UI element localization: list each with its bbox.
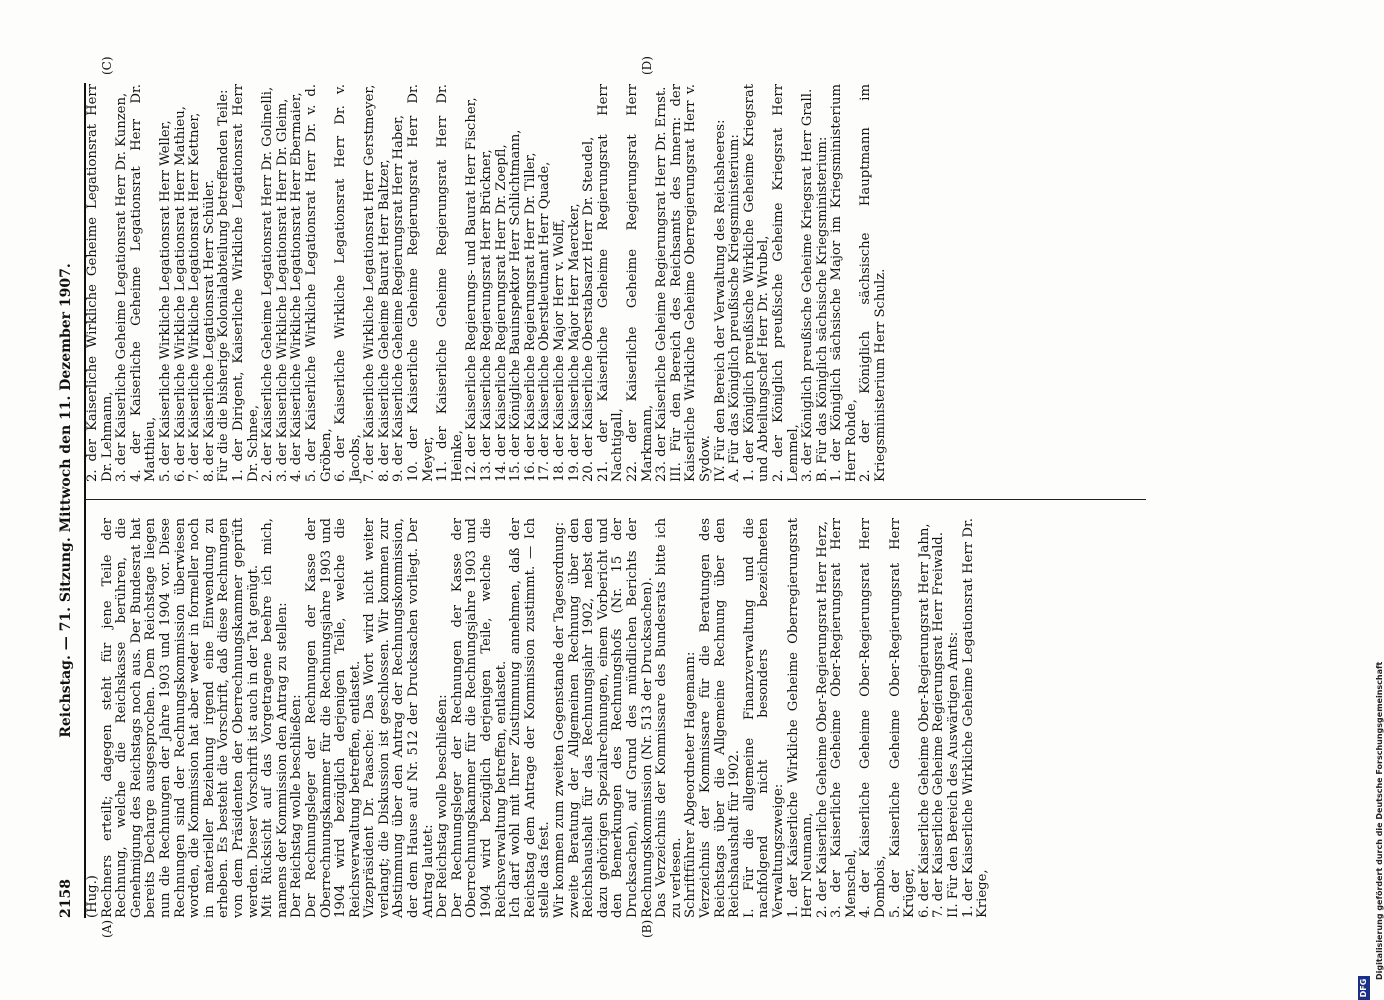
left-column-paragraph: Der Reichstag wolle beschließen:	[289, 694, 305, 918]
right-column-paragraph: 2. der Kaiserliche Geheime Legationsrat Herr Dr. Golinelli,	[260, 86, 276, 482]
margin-marker-c: (C)	[100, 56, 114, 75]
left-column-paragraph: Ich darf wohl mit Ihrer Zustimmung annehmen, daß der Reichstag dem Antrage der Kommission zustimmt. — Ich stelle das fest.	[508, 518, 553, 918]
right-column-paragraph: 20. der Kaiserliche Oberstabsarzt Herr Dr. Steudel,	[581, 136, 597, 482]
right-column-paragraph: 8. der Kaiserliche Geheime Baurat Herr Baltzer,	[376, 159, 392, 482]
right-column-paragraph: 8. der Kaiserliche Legationsrat Herr Schüler.	[201, 179, 217, 482]
right-column	[86, 84, 889, 482]
left-column-paragraph: Verzeichnis der Kommissare für die Beratungen des Reichstags über die Allgemeine Rechnung über den Reichshaushalt für 1902.	[697, 518, 743, 918]
right-column-paragraph: 3. der Kaiserliche Wirkliche Legationsrat Herr Dr. Gleim,	[274, 98, 290, 482]
dfg-logo: DFG	[1358, 976, 1370, 1000]
left-column-paragraph: Wir kommen zum zweiten Gegenstande der Tagesordnung:	[552, 521, 567, 918]
left-column-paragraph: 5. der Kaiserliche Geheime Ober-Regierungsrat Herr Krüger,	[887, 518, 918, 918]
margin-marker-a: (A)	[100, 919, 114, 938]
margin-marker-b: (B)	[640, 919, 654, 938]
left-column-paragraph: (Hug.)	[85, 875, 100, 918]
right-column-paragraph: 2. der Königlich preußische Geheime Kriegsrat Herr Lemmel,	[770, 84, 801, 482]
right-column-paragraph: 18. der Kaiserliche Major Herr v. Wolff,	[552, 218, 567, 482]
right-column-paragraph: 3. der Kaiserliche Geheime Legationsrat Herr Dr. Kunzen,	[114, 92, 130, 482]
digitization-note: Digitalisierung gefördert durch die Deutsche Forschungsgemeinschaft	[1375, 661, 1384, 980]
left-column-paragraph: Rechners erteilt; dagegen steht für jene Teile der Rechnung, welche die Reichskasse berühren, die Genehmigung des Reichstags noch aus. Der Bundesrat hat bereits Decharge ausgesprochen. Dem Reichstage liegen nun die Rechnungen der Jahre 1903 und 1904 vor. Diese Rechnungen sind der Rechnungskommission überwiesen worden, die Kommission hat aber weder in formeller noch in materieller Beziehung irgend eine Einwendung zu erheben. Es besteht die Vorschrift, daß diese Rechnungen von dem Präsidenten der Oberrechnungskammer geprüft werden. Dieser Vorschrift ist auch in der Tat genügt.	[99, 518, 261, 918]
right-column-paragraph: 11. der Kaiserliche Geheime Regierungsrat Herr Dr. Heinke,	[435, 84, 465, 482]
right-column-paragraph: 5. der Kaiserliche Wirkliche Legationsrat Herr Weller,	[157, 120, 173, 482]
right-column-paragraph: 10. der Kaiserliche Geheime Regierungsrat Herr Dr. Meyer,	[406, 84, 436, 482]
column-divider	[86, 499, 1146, 500]
right-column-paragraph: 19. der Kaiserliche Major Herr Maercker,	[566, 203, 582, 482]
right-column-paragraph: 12. der Kaiserliche Regierungs- und Baurat Herr Fischer,	[464, 97, 480, 482]
right-column-paragraph: 7. der Kaiserliche Wirkliche Legationsrat Herr Kettner,	[187, 112, 203, 482]
right-column-paragraph: 21. der Kaiserliche Geheime Regierungsrat Herr Nachtigall,	[595, 84, 626, 482]
right-column-paragraph: A. Für das Königlich preußische Kriegsministerium:	[727, 134, 743, 482]
left-column-paragraph: zweite Beratung der Allgemeinen Rechnung über den Reichshaushalt für das Rechnungsjahr 1902, nebst den dazu gehörigen Spezialrechnungen, einem Vorbericht und den Bemerkungen des Rechnungshofs (Nr. 15 der Drucksachen), auf Grund des mündlichen Berichts der Rechnungskommission (Nr. 513 der Drucksachen).	[566, 518, 655, 918]
left-column-paragraph: 1. der Kaiserliche Wirkliche Geheime Legationsrat Herr Dr. Kriege,	[960, 518, 991, 918]
right-column-paragraph: 23. der Kaiserliche Geheime Regierungsrat Herr Dr. Ernst.	[654, 86, 670, 482]
right-column-paragraph: 22. der Kaiserliche Geheime Regierungsrat Herr Markmann,	[624, 84, 655, 482]
right-column-paragraph: 2. der Kaiserliche Wirkliche Geheime Legationsrat Herr Dr. Lehmann,	[85, 84, 115, 482]
left-column-paragraph: Der Rechnungsleger der Rechnungen der Kasse der Oberrechnungskammer für die Rechnungsjahre 1903 und 1904 wird bezüglich derjenigen Teile, welche die Reichsverwaltung betreffen, entlastet.	[449, 518, 509, 918]
left-column-paragraph: II. Für den Bereich des Auswärtigen Amts:	[946, 631, 962, 918]
left-column-paragraph: Vizepräsident Dr. Paasche: Das Wort wird nicht weiter verlangt; die Diskussion ist geschlossen. Wir kommen zur Abstimmung über den Antrag der Rechnungskommission, der dem Hause auf Nr. 512 der Drucksachen vorliegt. Der Antrag lautet:	[362, 518, 436, 918]
page-header	[58, 83, 80, 918]
right-column-paragraph: 5. der Kaiserliche Wirkliche Legationsrat Herr Dr. v. d. Gröben,	[303, 84, 334, 482]
page-running-title: Reichstag. — 71. Sitzung. Mittwoch den 11. Dezember 1907.	[58, 263, 74, 738]
left-column-paragraph: Das Verzeichnis der Kommissare des Bundesrats bitte ich zu verlesen.	[654, 518, 684, 918]
left-column-paragraph: Der Reichstag wolle beschließen:	[435, 694, 451, 918]
right-column-paragraph: Für die die bisherige Kolonialabteilung betreffenden Teile:	[216, 89, 232, 482]
left-column-paragraph: Der Rechnungsleger der Rechnungen der Kasse der Oberrechnungskammer für die Rechnungsjahre 1903 und 1904 wird bezüglich derjenigen Teile, welche die Reichsverwaltung betreffen, entlastet.	[303, 518, 363, 918]
right-column-paragraph: 15. der Königliche Bauinspektor Herr Schlichtmann,	[508, 129, 524, 482]
left-column-paragraph: I. Für die allgemeine Finanzverwaltung und die nachfolgend nicht besonders bezeichneten Verwaltungszweige:	[741, 518, 786, 918]
left-column-paragraph: 6. der Kaiserliche Geheime Ober-Regierungsrat Herr Jahn,	[916, 523, 932, 918]
left-column-paragraph: 4. der Kaiserliche Geheime Ober-Regierungsrat Herr Dombois,	[858, 518, 889, 918]
right-column-paragraph: 4. der Kaiserliche Geheime Legationsrat Herr Dr. Matthieu,	[128, 84, 159, 482]
right-column-paragraph: 1. der Dirigent, Kaiserliche Wirkliche Legationsrat Herr Dr. Schnee,	[230, 84, 261, 482]
right-column-paragraph: 13. der Kaiserliche Regierungsrat Herr Brückner,	[479, 149, 495, 482]
left-column-paragraph: 3. der Kaiserliche Geheime Ober-Regierungsrat Herr Menschel,	[829, 518, 859, 918]
right-column-paragraph: 7. der Kaiserliche Wirkliche Legationsrat Herr Gerstmeyer,	[362, 84, 378, 482]
left-column	[86, 518, 991, 918]
right-column-paragraph: 17. der Kaiserliche Oberstleutnant Herr Quade,	[537, 161, 553, 482]
right-column-paragraph: 1. der Königlich sächsische Major im Kriegsministerium Herr Rohde,	[829, 84, 859, 482]
right-column-paragraph: 4. der Kaiserliche Wirkliche Legationsrat Herr Ebermaier,	[289, 92, 305, 482]
left-column-paragraph: Schriftführer Abgeordneter Hagemann:	[683, 651, 699, 918]
left-column-paragraph: 1. der Kaiserliche Wirkliche Geheime Oberregierungsrat Herr Neumann,	[785, 518, 816, 918]
right-column-paragraph: 6. der Kaiserliche Wirkliche Legationsrat Herr Mathieu,	[172, 106, 188, 482]
right-column-paragraph: 6. der Kaiserliche Wirkliche Legationsrat Herr Dr. v. Jacobs,	[333, 84, 363, 482]
right-column-paragraph: III. Für den Bereich des Reichsamts des Innern: der Kaiserliche Wirkliche Geheime Oberregierungsrat Herr v. Sydow.	[668, 84, 713, 482]
right-column-paragraph: 9. der Kaiserliche Geheime Regierungsrat Herr Haber,	[391, 114, 407, 482]
left-column-paragraph: 7. der Kaiserliche Geheime Regierungsrat Herr Freiwald.	[931, 532, 947, 918]
right-column-paragraph: 16. der Kaiserliche Regierungsrat Herr Dr. Tiller,	[522, 152, 538, 482]
right-column-paragraph: IV. Für den Bereich der Verwaltung des Reichsheeres:	[712, 119, 728, 482]
left-column-paragraph: Mit Rücksicht auf das Vorgetragene beehre ich mich, namens der Kommission den Antrag zu stellen:	[260, 518, 290, 918]
left-column-paragraph: 2. der Kaiserliche Geheime Ober-Regierungsrat Herr Herz,	[814, 520, 830, 918]
margin-marker-d: (D)	[640, 56, 654, 75]
right-column-paragraph: 2. der Königlich sächsische Hauptmann im Kriegsministerium Herr Schulz.	[858, 84, 889, 482]
right-column-paragraph: 1. der Königlich preußische Wirkliche Geheime Kriegsrat und Abteilungschef Herr Dr. Wrubel,	[741, 84, 772, 482]
right-column-paragraph: 3. der Königlich preußische Geheime Kriegsrat Herr Grall.	[800, 88, 816, 482]
right-column-paragraph: 14. der Kaiserliche Regierungsrat Herr Dr. Zoepfl,	[493, 144, 509, 482]
page-number: 2158	[58, 879, 74, 918]
right-column-paragraph: B. Für das Königlich sächsische Kriegsministerium:	[814, 136, 830, 482]
